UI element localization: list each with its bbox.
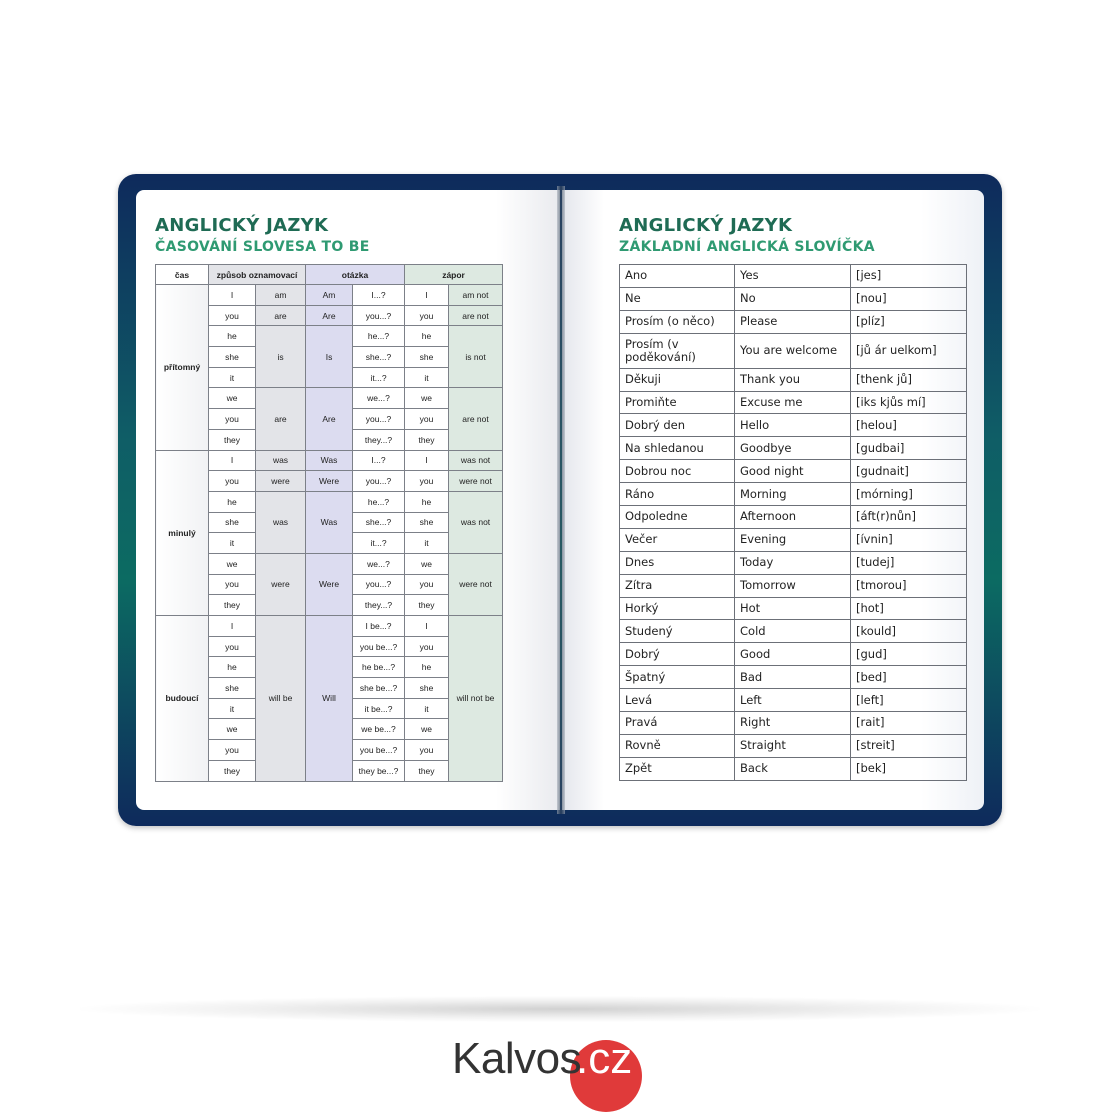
czech-word-cell: Promiňte xyxy=(620,391,735,414)
floor-shadow xyxy=(80,996,1040,1022)
pronunciation-cell: [jes] xyxy=(851,265,967,288)
pronunciation-cell: [jů ár uelkom] xyxy=(851,333,967,368)
negative-pronoun-cell: they xyxy=(405,429,449,450)
negative-pronoun-cell: it xyxy=(405,698,449,719)
pronoun-cell: you xyxy=(209,409,256,430)
question-verb-cell: Was xyxy=(306,450,353,471)
pronoun-cell: they xyxy=(209,760,256,781)
czech-word-cell: Dobrou noc xyxy=(620,460,735,483)
indicative-verb-cell: are xyxy=(256,305,306,326)
english-word-cell: Good xyxy=(735,643,851,666)
question-verb-cell: Are xyxy=(306,388,353,450)
english-word-cell: Excuse me xyxy=(735,391,851,414)
negative-pronoun-cell: we xyxy=(405,553,449,574)
negative-pronoun-cell: she xyxy=(405,347,449,368)
vocab-row xyxy=(620,734,967,757)
table-header-row xyxy=(156,265,503,285)
indicative-verb-cell: was xyxy=(256,491,306,553)
pronunciation-cell: [mórning] xyxy=(851,483,967,506)
question-pronoun-cell: it be...? xyxy=(353,698,405,719)
czech-word-cell: Zítra xyxy=(620,574,735,597)
vocab-row xyxy=(620,414,967,437)
english-word-cell: Thank you xyxy=(735,368,851,391)
left-page-heading xyxy=(155,215,370,257)
czech-word-cell: Ne xyxy=(620,287,735,310)
negative-pronoun-cell: I xyxy=(405,616,449,637)
czech-word-cell: Pravá xyxy=(620,712,735,735)
negative-verb-cell: are not xyxy=(449,388,503,450)
pronoun-cell: you xyxy=(209,471,256,492)
pronunciation-cell: [áft(r)nůn] xyxy=(851,506,967,529)
table-row xyxy=(156,388,503,409)
pronoun-cell: we xyxy=(209,553,256,574)
vocab-row xyxy=(620,506,967,529)
indicative-verb-cell: is xyxy=(256,326,306,388)
czech-word-cell: Prosím (v poděkování) xyxy=(620,333,735,368)
question-pronoun-cell: they...? xyxy=(353,595,405,616)
czech-word-cell: Levá xyxy=(620,689,735,712)
question-pronoun-cell: she be...? xyxy=(353,678,405,699)
czech-word-cell: Rovně xyxy=(620,734,735,757)
pronoun-cell: I xyxy=(209,450,256,471)
pronoun-cell: he xyxy=(209,491,256,512)
negative-verb-cell: was not xyxy=(449,491,503,553)
pronoun-cell: you xyxy=(209,740,256,761)
negative-verb-cell: will not be xyxy=(449,616,503,782)
english-word-cell: Back xyxy=(735,757,851,780)
table-row xyxy=(156,326,503,347)
pronoun-cell: you xyxy=(209,305,256,326)
czech-word-cell: Dobrý xyxy=(620,643,735,666)
czech-word-cell: Odpoledne xyxy=(620,506,735,529)
pronunciation-cell: [left] xyxy=(851,689,967,712)
vocab-row xyxy=(620,265,967,288)
question-verb-cell: Were xyxy=(306,553,353,615)
pronoun-cell: you xyxy=(209,574,256,595)
pronunciation-cell: [gudnait] xyxy=(851,460,967,483)
pronunciation-cell: [gudbai] xyxy=(851,437,967,460)
pronunciation-cell: [helou] xyxy=(851,414,967,437)
indicative-verb-cell: will be xyxy=(256,616,306,782)
pronunciation-cell: [streit] xyxy=(851,734,967,757)
negative-pronoun-cell: you xyxy=(405,740,449,761)
negative-pronoun-cell: he xyxy=(405,326,449,347)
pronoun-cell: they xyxy=(209,595,256,616)
pronunciation-cell: [tmorou] xyxy=(851,574,967,597)
question-pronoun-cell: we...? xyxy=(353,553,405,574)
negative-verb-cell: were not xyxy=(449,471,503,492)
pronunciation-cell: [tudej] xyxy=(851,551,967,574)
negative-verb-cell: are not xyxy=(449,305,503,326)
pronoun-cell: we xyxy=(209,719,256,740)
tense-label: přítomný xyxy=(156,285,209,451)
question-pronoun-cell: she...? xyxy=(353,512,405,533)
vocab-row xyxy=(620,712,967,735)
english-word-cell: Hot xyxy=(735,597,851,620)
pronoun-cell: I xyxy=(209,285,256,306)
indicative-verb-cell: were xyxy=(256,553,306,615)
vocab-row xyxy=(620,528,967,551)
pronoun-cell: she xyxy=(209,512,256,533)
english-word-cell: Left xyxy=(735,689,851,712)
negative-pronoun-cell: he xyxy=(405,657,449,678)
english-word-cell: No xyxy=(735,287,851,310)
vocab-row xyxy=(620,287,967,310)
negative-pronoun-cell: they xyxy=(405,595,449,616)
pronoun-cell: it xyxy=(209,367,256,388)
negative-pronoun-cell: I xyxy=(405,450,449,471)
question-pronoun-cell: we be...? xyxy=(353,719,405,740)
english-word-cell: Tomorrow xyxy=(735,574,851,597)
czech-word-cell: Večer xyxy=(620,528,735,551)
negative-pronoun-cell: I xyxy=(405,285,449,306)
question-pronoun-cell: I be...? xyxy=(353,616,405,637)
question-pronoun-cell: I...? xyxy=(353,285,405,306)
question-pronoun-cell: you be...? xyxy=(353,740,405,761)
pronoun-cell: we xyxy=(209,388,256,409)
pronoun-cell: he xyxy=(209,326,256,347)
logo-tld: .cz xyxy=(576,1034,633,1083)
negative-pronoun-cell: you xyxy=(405,305,449,326)
table-row xyxy=(156,491,503,512)
pronunciation-cell: [nou] xyxy=(851,287,967,310)
right-page-subtitle: ZÁKLADNÍ ANGLICKÁ SLOVÍČKA xyxy=(619,239,875,255)
question-pronoun-cell: she...? xyxy=(353,347,405,368)
czech-word-cell: Ráno xyxy=(620,483,735,506)
czech-word-cell: Ano xyxy=(620,265,735,288)
english-word-cell: Hello xyxy=(735,414,851,437)
czech-word-cell: Studený xyxy=(620,620,735,643)
pronunciation-cell: [bed] xyxy=(851,666,967,689)
question-verb-cell: Is xyxy=(306,326,353,388)
to-be-conjugation-table xyxy=(155,264,503,782)
pronunciation-cell: [kould] xyxy=(851,620,967,643)
vocab-row xyxy=(620,391,967,414)
header-tense: čas xyxy=(156,265,209,285)
vocab-row xyxy=(620,574,967,597)
question-pronoun-cell: we...? xyxy=(353,388,405,409)
czech-word-cell: Děkuji xyxy=(620,368,735,391)
czech-word-cell: Prosím (o něco) xyxy=(620,310,735,333)
negative-pronoun-cell: you xyxy=(405,636,449,657)
left-page-title: ANGLICKÝ JAZYK xyxy=(155,215,329,236)
czech-word-cell: Horký xyxy=(620,597,735,620)
question-verb-cell: Will xyxy=(306,616,353,782)
negative-pronoun-cell: you xyxy=(405,409,449,430)
negative-pronoun-cell: he xyxy=(405,491,449,512)
negative-pronoun-cell: you xyxy=(405,471,449,492)
question-verb-cell: Are xyxy=(306,305,353,326)
question-verb-cell: Was xyxy=(306,491,353,553)
logo-word: Kalvos xyxy=(452,1034,582,1083)
table-row xyxy=(156,471,503,492)
book-spine xyxy=(557,186,565,814)
english-word-cell: Today xyxy=(735,551,851,574)
czech-word-cell: Špatný xyxy=(620,666,735,689)
english-word-cell: Goodbye xyxy=(735,437,851,460)
vocabulary-table xyxy=(619,264,967,781)
vocab-row xyxy=(620,643,967,666)
header-question: otázka xyxy=(306,265,405,285)
czech-word-cell: Zpět xyxy=(620,757,735,780)
pronoun-cell: they xyxy=(209,429,256,450)
czech-word-cell: Dnes xyxy=(620,551,735,574)
question-pronoun-cell: it...? xyxy=(353,533,405,554)
czech-word-cell: Na shledanou xyxy=(620,437,735,460)
indicative-verb-cell: am xyxy=(256,285,306,306)
pronunciation-cell: [gud] xyxy=(851,643,967,666)
vocab-row xyxy=(620,460,967,483)
table-row xyxy=(156,450,503,471)
vocab-row xyxy=(620,333,967,368)
negative-pronoun-cell: you xyxy=(405,574,449,595)
pronoun-cell: it xyxy=(209,698,256,719)
table-row xyxy=(156,305,503,326)
pronunciation-cell: [bek] xyxy=(851,757,967,780)
vocab-row xyxy=(620,620,967,643)
left-page-subtitle: ČASOVÁNÍ SLOVESA TO BE xyxy=(155,239,370,255)
vocab-row xyxy=(620,437,967,460)
pronunciation-cell: [plíz] xyxy=(851,310,967,333)
negative-pronoun-cell: they xyxy=(405,760,449,781)
tense-label: minulý xyxy=(156,450,209,616)
english-word-cell: Right xyxy=(735,712,851,735)
table-row xyxy=(156,285,503,306)
question-pronoun-cell: you...? xyxy=(353,471,405,492)
english-word-cell: Please xyxy=(735,310,851,333)
english-word-cell: Bad xyxy=(735,666,851,689)
negative-verb-cell: was not xyxy=(449,450,503,471)
pronoun-cell: he xyxy=(209,657,256,678)
negative-verb-cell: is not xyxy=(449,326,503,388)
vocab-row xyxy=(620,551,967,574)
english-word-cell: Straight xyxy=(735,734,851,757)
pronunciation-cell: [rait] xyxy=(851,712,967,735)
question-pronoun-cell: he...? xyxy=(353,326,405,347)
question-pronoun-cell: you be...? xyxy=(353,636,405,657)
english-word-cell: Evening xyxy=(735,528,851,551)
question-pronoun-cell: he...? xyxy=(353,491,405,512)
english-word-cell: Morning xyxy=(735,483,851,506)
question-pronoun-cell: it...? xyxy=(353,367,405,388)
negative-pronoun-cell: we xyxy=(405,719,449,740)
question-pronoun-cell: they...? xyxy=(353,429,405,450)
question-pronoun-cell: I...? xyxy=(353,450,405,471)
english-word-cell: Afternoon xyxy=(735,506,851,529)
negative-pronoun-cell: she xyxy=(405,512,449,533)
negative-pronoun-cell: it xyxy=(405,533,449,554)
kalvos-logo xyxy=(452,1030,672,1100)
pronoun-cell: I xyxy=(209,616,256,637)
pronunciation-cell: [iks kjůs mí] xyxy=(851,391,967,414)
pronoun-cell: you xyxy=(209,636,256,657)
vocab-row xyxy=(620,666,967,689)
question-verb-cell: Were xyxy=(306,471,353,492)
question-pronoun-cell: you...? xyxy=(353,409,405,430)
vocab-row xyxy=(620,310,967,333)
english-word-cell: Cold xyxy=(735,620,851,643)
pronoun-cell: she xyxy=(209,347,256,368)
negative-pronoun-cell: she xyxy=(405,678,449,699)
right-page-heading xyxy=(619,215,875,257)
vocab-row xyxy=(620,483,967,506)
negative-pronoun-cell: it xyxy=(405,367,449,388)
czech-word-cell: Dobrý den xyxy=(620,414,735,437)
pronunciation-cell: [hot] xyxy=(851,597,967,620)
question-pronoun-cell: you...? xyxy=(353,574,405,595)
english-word-cell: Good night xyxy=(735,460,851,483)
pronoun-cell: she xyxy=(209,678,256,699)
negative-verb-cell: am not xyxy=(449,285,503,306)
question-verb-cell: Am xyxy=(306,285,353,306)
question-pronoun-cell: you...? xyxy=(353,305,405,326)
tense-label: budoucí xyxy=(156,616,209,782)
pronunciation-cell: [thenk jů] xyxy=(851,368,967,391)
vocab-row xyxy=(620,757,967,780)
english-word-cell: Yes xyxy=(735,265,851,288)
vocab-row xyxy=(620,597,967,620)
pronoun-cell: it xyxy=(209,533,256,554)
indicative-verb-cell: are xyxy=(256,388,306,450)
negative-verb-cell: were not xyxy=(449,553,503,615)
question-pronoun-cell: he be...? xyxy=(353,657,405,678)
indicative-verb-cell: was xyxy=(256,450,306,471)
header-indicative: způsob oznamovací xyxy=(209,265,306,285)
table-row xyxy=(156,616,503,637)
indicative-verb-cell: were xyxy=(256,471,306,492)
vocab-row xyxy=(620,368,967,391)
vocab-row xyxy=(620,689,967,712)
header-negative: zápor xyxy=(405,265,503,285)
question-pronoun-cell: they be...? xyxy=(353,760,405,781)
pronunciation-cell: [ívnin] xyxy=(851,528,967,551)
right-page-title: ANGLICKÝ JAZYK xyxy=(619,215,793,236)
negative-pronoun-cell: we xyxy=(405,388,449,409)
table-row xyxy=(156,553,503,574)
english-word-cell: You are welcome xyxy=(735,333,851,368)
